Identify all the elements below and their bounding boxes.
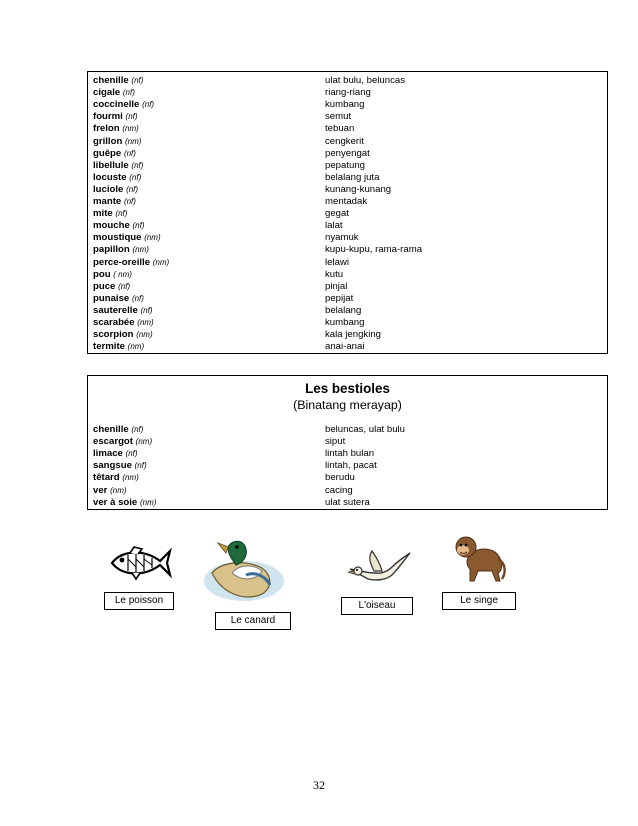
vocab-row xyxy=(88,220,607,232)
vocab-term xyxy=(93,329,153,341)
gender-tag: (nf) xyxy=(142,100,155,110)
french-word: sauterelle xyxy=(93,304,138,316)
french-word: libellule xyxy=(93,159,129,171)
malay-translation: lalat xyxy=(325,220,343,232)
caption-singe: Le singe xyxy=(442,592,516,610)
malay-translation: cengkerit xyxy=(325,135,364,147)
gender-tag: (nf) xyxy=(126,184,139,194)
french-word: frelon xyxy=(93,123,120,135)
malay-translation: belalang xyxy=(325,304,362,316)
malay-translation: kumbang xyxy=(325,317,365,328)
malay-translation: tebuan xyxy=(325,123,355,135)
vocab-term xyxy=(93,460,147,472)
vocab-term xyxy=(93,424,143,436)
vocab-term xyxy=(93,99,154,111)
french-word: scarabée xyxy=(93,317,135,328)
gender-tag: (nm) xyxy=(122,124,139,134)
malay-translation: kunang-kunang xyxy=(325,183,392,195)
vocab-term xyxy=(93,148,136,160)
french-word: ver à soie xyxy=(93,496,138,508)
malay-translation: gegat xyxy=(325,208,350,220)
vocab-term xyxy=(93,111,138,123)
french-word: grillon xyxy=(93,135,123,147)
gender-tag: (nf) xyxy=(131,425,144,434)
vocab-row xyxy=(88,472,607,484)
gender-tag: (nm) xyxy=(124,136,142,146)
duck-icon xyxy=(202,533,288,605)
vocab-term xyxy=(93,341,144,353)
gender-tag: (nm) xyxy=(135,437,153,447)
malay-translation: kupu-kupu, rama-rama xyxy=(325,244,423,256)
malay-translation: anai-anai xyxy=(325,341,365,353)
vocab-term xyxy=(93,497,156,509)
vocab-row xyxy=(88,329,607,341)
vocab-term xyxy=(93,220,144,232)
malay-translation: berudu xyxy=(325,472,355,484)
french-word: sangsue xyxy=(93,460,132,472)
malay-translation: ulat bulu, beluncas xyxy=(325,75,406,86)
vocab-row xyxy=(88,341,607,353)
french-word: ver xyxy=(93,484,108,496)
malay-translation: pepatung xyxy=(325,159,366,171)
malay-translation: mentadak xyxy=(325,196,368,207)
vocab-row xyxy=(88,257,607,269)
vocab-term xyxy=(93,196,136,208)
vocab-row xyxy=(88,293,607,305)
gender-tag: (nf) xyxy=(123,148,136,158)
gender-tag: (nf) xyxy=(125,112,138,122)
vocab-term xyxy=(93,184,138,196)
vocab-term xyxy=(93,436,152,448)
malay-translation: penyengat xyxy=(325,147,370,159)
french-word: perce-oreille xyxy=(93,256,151,268)
malay-translation: nyamuk xyxy=(325,232,359,244)
vocab-row xyxy=(88,448,607,460)
vocab-term xyxy=(93,293,144,305)
gender-tag: (nm) xyxy=(122,473,139,483)
vocab-term xyxy=(93,160,143,172)
gender-tag: (nf) xyxy=(131,293,144,303)
caption-canard: Le canard xyxy=(215,612,291,630)
vocab-term xyxy=(93,87,135,99)
french-word: luciole xyxy=(93,183,124,195)
vocab-row xyxy=(88,269,607,281)
gender-tag: (nf) xyxy=(125,449,138,459)
french-word: termite xyxy=(93,341,125,353)
gender-tag: (nf) xyxy=(122,88,135,98)
vocab-term xyxy=(93,269,132,281)
french-word: papillon xyxy=(93,244,130,256)
vocab-row xyxy=(88,460,607,472)
vocab-term xyxy=(93,305,152,317)
vocab-term xyxy=(93,317,154,329)
vocab-row xyxy=(88,123,607,135)
vocab-term xyxy=(93,75,143,87)
monkey-icon xyxy=(452,533,508,583)
gender-tag: ( nm) xyxy=(113,269,132,279)
malay-translation: ulat sutera xyxy=(325,496,370,508)
french-word: mante xyxy=(93,196,122,207)
malay-translation: pepijat xyxy=(325,292,354,304)
gender-tag: (nm) xyxy=(139,497,157,507)
page-number: 32 xyxy=(313,778,325,792)
french-word: chenille xyxy=(93,75,129,86)
malay-translation: kutu xyxy=(325,268,344,280)
gender-tag: (nf) xyxy=(118,281,131,291)
section-subtitle: (Binatang merayap) xyxy=(293,398,402,412)
french-word: locuste xyxy=(93,171,127,183)
french-word: guêpe xyxy=(93,147,122,159)
gender-tag: (nf) xyxy=(129,172,142,182)
malay-translation: cacing xyxy=(325,484,353,496)
french-word: limace xyxy=(93,448,123,460)
french-word: cigale xyxy=(93,87,121,99)
insects-vocabulary-table xyxy=(87,71,608,354)
french-word: têtard xyxy=(93,472,120,484)
vocab-row xyxy=(88,485,607,497)
french-word: mouche xyxy=(93,220,130,232)
gender-tag: (nf) xyxy=(134,461,147,471)
vocab-term xyxy=(93,472,139,484)
vocab-term xyxy=(93,485,127,497)
vocab-row xyxy=(88,148,607,160)
vocab-term xyxy=(93,123,139,135)
gender-tag: (nf) xyxy=(131,160,144,170)
french-word: fourmi xyxy=(93,111,123,123)
vocab-row xyxy=(88,172,607,184)
vocab-row xyxy=(88,232,607,244)
gender-tag: (nm) xyxy=(132,245,149,255)
malay-translation: semut xyxy=(325,111,352,123)
vocab-term xyxy=(93,136,141,148)
french-word: puce xyxy=(93,280,116,292)
vocab-term xyxy=(93,208,127,220)
vocab-term xyxy=(93,244,149,256)
vocab-term xyxy=(93,448,138,460)
french-word: scorpion xyxy=(93,329,134,341)
vocab-term xyxy=(93,281,130,293)
vocab-row xyxy=(88,196,607,208)
malay-translation: lintah bulan xyxy=(325,448,375,460)
vocab-row xyxy=(88,75,607,87)
vocab-term xyxy=(93,172,141,184)
french-word: punaise xyxy=(93,292,130,304)
caption-oiseau: L'oiseau xyxy=(341,597,413,615)
vocab-row xyxy=(88,99,607,111)
bird-icon xyxy=(346,547,412,585)
gender-tag: (nm) xyxy=(152,257,170,267)
vocab-row xyxy=(88,424,607,436)
malay-translation: lintah, pacat xyxy=(325,460,377,472)
malay-translation: pinjal xyxy=(325,280,348,292)
malay-translation: kala jengking xyxy=(325,329,382,341)
fish-icon xyxy=(108,545,172,581)
vocab-row xyxy=(88,136,607,148)
gender-tag: (nf) xyxy=(132,221,145,231)
vocab-row xyxy=(88,281,607,293)
vocab-row xyxy=(88,317,607,329)
malay-translation: beluncas, ulat bulu xyxy=(325,424,406,435)
section-title: Les bestioles xyxy=(305,381,390,396)
vocab-row xyxy=(88,305,607,317)
vocab-row xyxy=(88,87,607,99)
bestioles-vocabulary-table xyxy=(87,375,608,510)
malay-translation: riang-riang xyxy=(325,87,371,99)
french-word: pou xyxy=(93,268,111,280)
vocab-row xyxy=(88,184,607,196)
vocab-row xyxy=(88,160,607,172)
malay-translation: belalang juta xyxy=(325,171,380,183)
gender-tag: (nf) xyxy=(140,305,153,315)
vocab-row xyxy=(88,244,607,256)
gender-tag: (nm) xyxy=(110,485,127,495)
french-word: moustique xyxy=(93,232,142,244)
vocab-row xyxy=(88,436,607,448)
gender-tag: (nf) xyxy=(131,76,144,85)
french-word: chenille xyxy=(93,424,129,435)
caption-poisson: Le poisson xyxy=(104,592,174,610)
gender-tag: (nm) xyxy=(127,342,145,352)
vocab-row xyxy=(88,497,607,509)
french-word: coccinelle xyxy=(93,99,140,111)
malay-translation: kumbang xyxy=(325,99,365,111)
gender-tag: (nf) xyxy=(115,209,128,219)
vocab-term xyxy=(93,232,161,244)
gender-tag: (nm) xyxy=(136,330,153,340)
gender-tag: (nm) xyxy=(144,233,161,243)
gender-tag: (nm) xyxy=(137,318,154,327)
vocab-term xyxy=(93,257,169,269)
gender-tag: (nf) xyxy=(123,197,136,206)
malay-translation: lelawi xyxy=(325,256,349,268)
malay-translation: siput xyxy=(325,436,346,448)
french-word: mite xyxy=(93,208,113,220)
french-word: escargot xyxy=(93,436,133,448)
vocab-row xyxy=(88,111,607,123)
vocab-row xyxy=(88,208,607,220)
